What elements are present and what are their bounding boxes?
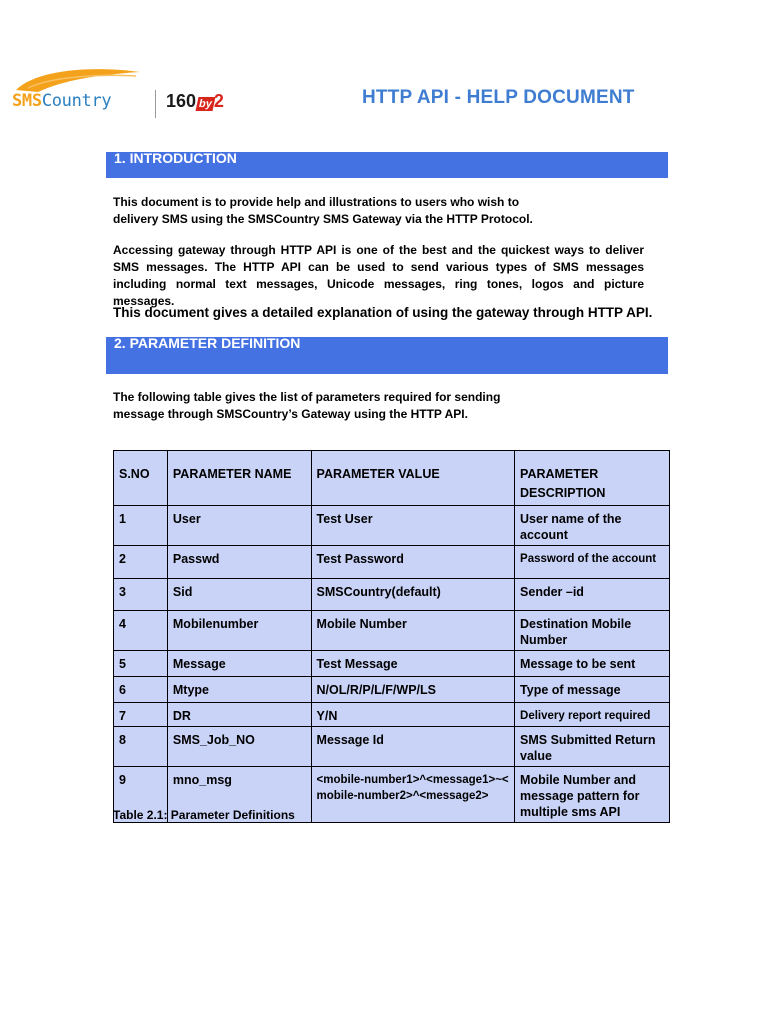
- table-cell: 1: [114, 506, 168, 546]
- table-cell: Test Password: [311, 546, 515, 579]
- table-cell: 8: [114, 727, 168, 767]
- table-cell: <mobile-number1>^<message1>~<mobile-number2>^<message2>: [311, 767, 515, 823]
- table-row: [114, 579, 670, 611]
- table-cell: SMS Submitted Return value: [515, 727, 670, 767]
- table-cell: Destination Mobile Number: [515, 611, 670, 651]
- table-cell: Sid: [167, 579, 311, 611]
- table-cell: N/OL/R/P/L/F/WP/LS: [311, 677, 515, 703]
- table-cell: Mobile Number and message pattern for multiple sms API: [515, 767, 670, 823]
- table-caption: Table 2.1: Parameter Definitions: [113, 808, 295, 822]
- table-header-cell: PARAMETER VALUE: [311, 451, 515, 506]
- section-heading-introduction: 1. INTRODUCTION: [106, 152, 668, 178]
- table-cell: Test Message: [311, 651, 515, 677]
- table-cell: 4: [114, 611, 168, 651]
- table-row: [114, 546, 670, 579]
- table-cell: Mtype: [167, 677, 311, 703]
- table-cell: Message: [167, 651, 311, 677]
- table-cell: SMS_Job_NO: [167, 727, 311, 767]
- table-header-cell: S.NO: [114, 451, 168, 506]
- section-heading-parameter-definition: 2. PARAMETER DEFINITION: [106, 337, 668, 374]
- table-cell: Passwd: [167, 546, 311, 579]
- table-cell: Mobilenumber: [167, 611, 311, 651]
- table-cell: DR: [167, 703, 311, 727]
- table-cell: User name of the account: [515, 506, 670, 546]
- table-cell: Y/N: [311, 703, 515, 727]
- logo-text: SMSCountry: [12, 91, 112, 111]
- table-cell: Sender –id: [515, 579, 670, 611]
- intro-paragraph-1: This document is to provide help and illustrations to users who wish to delivery SMS using the SMSCountry SMS Gateway via the HTTP Protocol.: [113, 195, 533, 226]
- table-cell: Password of the account: [515, 546, 670, 579]
- table-row: [114, 727, 670, 767]
- parameter-table: [113, 450, 670, 823]
- table-header-cell: PARAMETER NAME: [167, 451, 311, 506]
- table-cell: 2: [114, 546, 168, 579]
- table-cell: Type of message: [515, 677, 670, 703]
- table-cell: User: [167, 506, 311, 546]
- intro-paragraph-2: Accessing gateway through HTTP API is one of the best and the quickest ways to deliver SMS messages. The HTTP API can be used to send various types of SMS messages including normal text messages, Unicode messages, ring tones, logos and picture messages.: [113, 243, 644, 308]
- table-cell: Delivery report required: [515, 703, 670, 727]
- table-cell: 3: [114, 579, 168, 611]
- table-cell: 7: [114, 703, 168, 727]
- table-cell: 5: [114, 651, 168, 677]
- table-cell: Message to be sent: [515, 651, 670, 677]
- table-row: [114, 611, 670, 651]
- table-cell: 9: [114, 767, 168, 823]
- table-row: [114, 651, 670, 677]
- table-row: [114, 703, 670, 727]
- table-row: [114, 677, 670, 703]
- intro-paragraph-3: This document gives a detailed explanation of using the gateway through HTTP API.: [113, 305, 653, 320]
- table-cell: Message Id: [311, 727, 515, 767]
- table-cell: Mobile Number: [311, 611, 515, 651]
- table-cell: mno_msg: [167, 767, 311, 823]
- table-header-cell: PARAMETER DESCRIPTION: [515, 451, 670, 506]
- table-cell: Test User: [311, 506, 515, 546]
- table-intro-paragraph: The following table gives the list of parameters required for sending message through SMSCountry’s Gateway using the HTTP API.: [113, 390, 501, 421]
- 160by2-logo: 160 by2: [166, 91, 224, 111]
- table-row: [114, 506, 670, 546]
- document-title: HTTP API - HELP DOCUMENT: [362, 87, 635, 108]
- logo-divider: [155, 90, 156, 118]
- table-cell: SMSCountry(default): [311, 579, 515, 611]
- table-header-row: [114, 451, 670, 506]
- table-cell: 6: [114, 677, 168, 703]
